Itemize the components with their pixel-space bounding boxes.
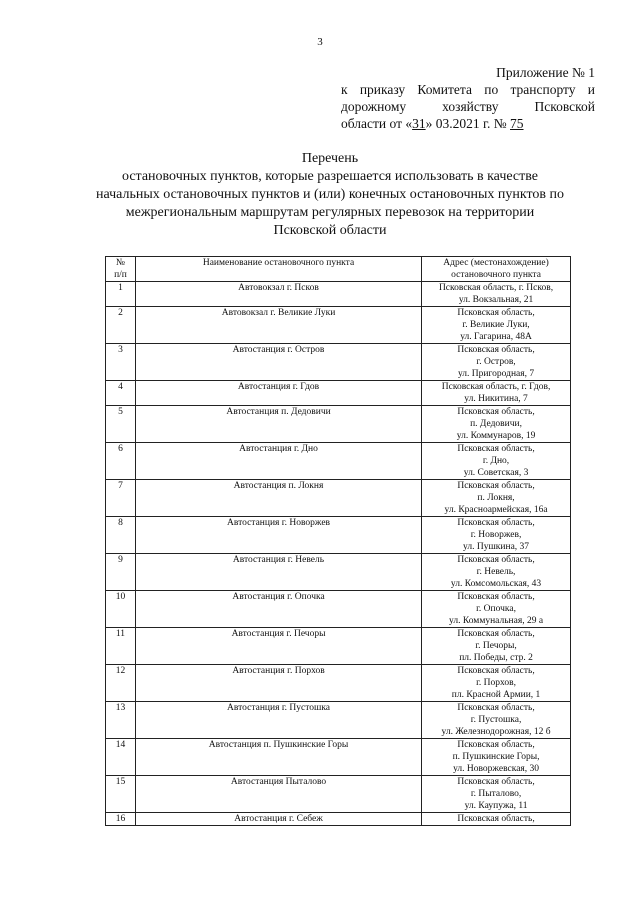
stop-address: [422, 282, 571, 307]
address-line: ул. Коммунаров, 19: [456, 431, 536, 441]
address-line: г. Дно,: [482, 456, 510, 466]
stop-name: Автостанция г. Себеж: [135, 813, 421, 826]
stop-address: [422, 307, 571, 344]
heading-line-3: начальных остановочных пунктов и (или) конечных остановочных пунктов по: [95, 187, 565, 202]
row-number: 14: [106, 739, 136, 776]
address-line: Псковская область,: [457, 345, 535, 355]
table-row: [106, 344, 571, 381]
address-line: п. Пушкинские Горы,: [452, 752, 540, 762]
address-line: г. Пустошка,: [470, 715, 522, 725]
table-row: [106, 381, 571, 406]
table-row: [106, 554, 571, 591]
stop-name: Автостанция п. Локня: [135, 480, 421, 517]
table-header-row: [106, 257, 571, 282]
stop-address: [422, 381, 571, 406]
address-line: Псковская область,: [457, 518, 535, 528]
annex-line-3: [341, 115, 595, 132]
table-row: [106, 813, 571, 826]
row-number: 12: [106, 665, 136, 702]
stop-name: Автостанция г. Остров: [135, 344, 421, 381]
stop-name: Автостанция г. Гдов: [135, 381, 421, 406]
stop-address: [422, 406, 571, 443]
header-address-line: Адрес (местонахождение): [443, 258, 549, 268]
address-line: Псковская область,: [457, 407, 535, 417]
row-number: 11: [106, 628, 136, 665]
address-line: Псковская область,: [457, 308, 535, 318]
address-line: Псковская область,: [457, 629, 535, 639]
address-line: ул. Пушкина, 37: [463, 542, 530, 552]
stop-address: [422, 554, 571, 591]
stop-address: [422, 480, 571, 517]
annex-line-3-prefix: области от «: [341, 116, 413, 131]
annex-line-2: дорожному хозяйству Псковской: [341, 99, 595, 114]
stop-name: Автостанция г. Опочка: [135, 591, 421, 628]
table-row: [106, 517, 571, 554]
address-line: Псковская область,: [457, 703, 535, 713]
address-line: ул. Железнодорожная, 12 б: [441, 727, 551, 737]
order-day: 31: [412, 116, 426, 131]
page-number: 3: [317, 36, 323, 48]
stop-name: Автостанция г. Печоры: [135, 628, 421, 665]
row-number: 8: [106, 517, 136, 554]
table-row: [106, 307, 571, 344]
table-row: [106, 702, 571, 739]
row-number: 13: [106, 702, 136, 739]
stop-name: Автостанция Пыталово: [135, 776, 421, 813]
order-number: 75: [510, 116, 524, 131]
table-row: [106, 591, 571, 628]
address-line: ул. Коммунальная, 29 а: [449, 616, 544, 626]
header-address-line: остановочного пункта: [451, 270, 541, 280]
table-body: [106, 282, 571, 826]
stop-address: [422, 665, 571, 702]
address-line: г. Новоржев,: [470, 530, 522, 540]
row-number: 7: [106, 480, 136, 517]
table-row: [106, 282, 571, 307]
annex-line-1: к приказу Комитета по транспорту и: [341, 82, 595, 97]
header-number: [106, 257, 136, 282]
stop-address: [422, 628, 571, 665]
header-number-line: п/п: [114, 270, 127, 280]
address-line: ул. Советская, 3: [463, 468, 529, 478]
address-line: ул. Комсомольская, 43: [450, 579, 542, 589]
row-number: 16: [106, 813, 136, 826]
table-row: [106, 628, 571, 665]
stops-table: [105, 256, 571, 826]
address-line: Псковская область,: [457, 666, 535, 676]
table-row: [106, 406, 571, 443]
address-line: Псковская область,: [457, 481, 535, 491]
stop-name: Автостанция г. Невель: [135, 554, 421, 591]
address-line: ул. Новоржевская, 30: [453, 764, 540, 774]
document-heading: [60, 150, 600, 240]
address-line: Псковская область, г. Псков,: [438, 283, 554, 293]
address-line: ул. Пригородная, 7: [457, 369, 535, 379]
row-number: 1: [106, 282, 136, 307]
table-row: [106, 665, 571, 702]
header-number-line: №: [115, 258, 125, 268]
stop-name: Автостанция г. Пустошка: [135, 702, 421, 739]
heading-line-2: остановочных пунктов, которые разрешается использовать в качестве: [121, 169, 538, 184]
table-row: [106, 739, 571, 776]
address-line: ул. Каупужа, 11: [464, 801, 528, 811]
row-number: 9: [106, 554, 136, 591]
address-line: г. Пыталово,: [470, 789, 522, 799]
table-row: [106, 443, 571, 480]
address-line: Псковская область,: [457, 592, 535, 602]
heading-line-4: межрегиональным маршрутам регулярных перевозок на территории: [125, 205, 535, 220]
stop-name: Автостанция г. Порхов: [135, 665, 421, 702]
stop-address: [422, 813, 571, 826]
address-line: г. Опочка,: [476, 604, 516, 614]
stop-name: Автостанция г. Дно: [135, 443, 421, 480]
address-line: Псковская область,: [457, 740, 535, 750]
row-number: 5: [106, 406, 136, 443]
stop-address: [422, 739, 571, 776]
address-line: Псковская область,: [457, 444, 535, 454]
stop-address: [422, 591, 571, 628]
stop-address: [422, 517, 571, 554]
annex-title: Приложение № 1: [496, 65, 595, 80]
stop-name: Автостанция г. Новоржев: [135, 517, 421, 554]
address-line: ул. Никитина, 7: [464, 394, 528, 404]
header-address: [422, 257, 571, 282]
address-line: г. Остров,: [476, 357, 516, 367]
header-name: Наименование остановочного пункта: [135, 257, 421, 282]
stop-name: Автостанция п. Дедовичи: [135, 406, 421, 443]
address-line: г. Великие Луки,: [462, 320, 530, 330]
address-line: г. Невель,: [476, 567, 516, 577]
stop-address: [422, 443, 571, 480]
stop-name: Автостанция п. Пушкинские Горы: [135, 739, 421, 776]
address-line: п. Дедовичи,: [470, 419, 522, 429]
address-line: пл. Красной Армии, 1: [451, 690, 541, 700]
row-number: 6: [106, 443, 136, 480]
heading-line-1: Перечень: [301, 151, 359, 166]
heading-line-5: Псковской области: [273, 223, 387, 238]
address-line: ул. Красноармейская, 16а: [444, 505, 548, 515]
row-number: 15: [106, 776, 136, 813]
annex-block: [341, 64, 595, 132]
address-line: Псковская область,: [457, 555, 535, 565]
table-row: [106, 776, 571, 813]
row-number: 4: [106, 381, 136, 406]
stop-name: Автовокзал г. Псков: [135, 282, 421, 307]
address-line: ул. Гагарина, 48А: [460, 332, 532, 342]
address-line: г. Порхов,: [476, 678, 517, 688]
annex-line-3-mid: » 03.2021 г. №: [425, 116, 511, 131]
stop-address: [422, 776, 571, 813]
stop-address: [422, 702, 571, 739]
stop-address: [422, 344, 571, 381]
row-number: 10: [106, 591, 136, 628]
address-line: ул. Вокзальная, 21: [458, 295, 534, 305]
address-line: п. Локня,: [477, 493, 515, 503]
row-number: 3: [106, 344, 136, 381]
row-number: 2: [106, 307, 136, 344]
address-line: пл. Победы, стр. 2: [459, 653, 533, 663]
address-line: Псковская область,: [457, 814, 535, 824]
address-line: Псковская область, г. Гдов,: [441, 382, 551, 392]
address-line: г. Печоры,: [475, 641, 517, 651]
table-row: [106, 480, 571, 517]
address-line: Псковская область,: [457, 777, 535, 787]
stop-name: Автовокзал г. Великие Луки: [135, 307, 421, 344]
